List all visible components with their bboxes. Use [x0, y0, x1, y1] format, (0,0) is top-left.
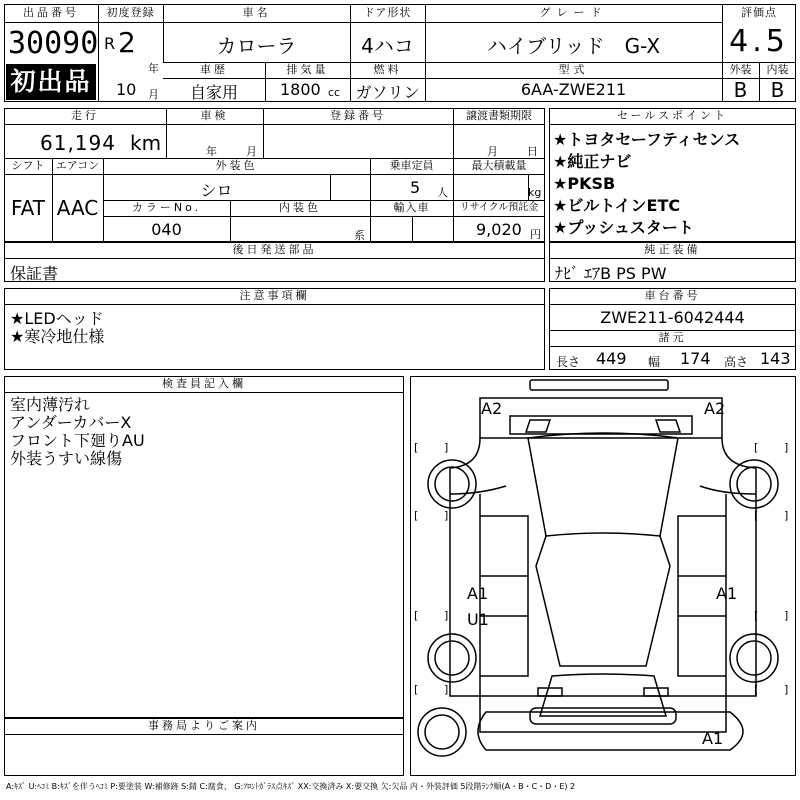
note-item: ★寒冷地仕様	[10, 327, 105, 346]
bracket-close: ]	[444, 609, 449, 622]
history: 自家用	[189, 83, 238, 102]
dims-label: 諸元	[658, 331, 687, 344]
door-label: ドア形状	[363, 6, 412, 19]
sales-point-item: ★ビルトインETC	[553, 196, 681, 215]
inspection-month-unit: 月	[246, 145, 257, 158]
reg-year-unit: 年	[148, 62, 159, 75]
capacity: 5	[410, 178, 421, 197]
bracket-open: [	[414, 509, 419, 522]
reg-year: 2	[118, 26, 136, 59]
capacity-label: 乗車定員	[389, 159, 434, 172]
sales-point-item: ★プッシュスタート	[553, 218, 694, 237]
shift-label: シフト	[11, 159, 45, 172]
interior-grade: B	[770, 78, 785, 102]
damage-mark: A1	[467, 584, 489, 603]
mileage: 61,194	[40, 131, 116, 155]
color: シロ	[200, 181, 233, 200]
length: 449	[596, 349, 627, 368]
first-listing-badge: 初出品	[6, 64, 96, 100]
exterior-grade: B	[733, 78, 748, 102]
interior-color-label: 内装色	[279, 201, 321, 214]
details-block	[4, 108, 545, 242]
reg-label: 初度登録	[106, 6, 155, 19]
load-label: 最大積載量	[471, 159, 527, 172]
car-name-label: 車名	[242, 6, 271, 19]
score-label: 評価点	[741, 6, 777, 19]
displacement: 1800	[280, 80, 321, 99]
recycle-label: リサイクル預託金	[459, 202, 539, 213]
import-label: 輸入車	[393, 201, 430, 214]
length-label: 長さ	[556, 355, 581, 369]
exterior-label: 外装	[729, 63, 752, 76]
office-label: 事務局よりご案内	[148, 719, 260, 732]
bracket-open: [	[754, 441, 759, 454]
car-name: カローラ	[216, 34, 297, 58]
legend: A:ｷｽﾞ U:ﾍｺﾐ B:ｷｽﾞを伴うﾍｺﾐ P:要塗装 W:補修跡 S:錆 C:腐食、 G:ﾌﾛﾝﾄｶﾞﾗｽ点ｷｽﾞ XX:交換済み X:要交換 欠:欠品 内・外装評価 5段階ﾗﾝｸ順(A・B・C・D・E) 2	[6, 782, 576, 791]
notes-label: 注意事項欄	[239, 289, 310, 302]
sales-points-label: セールスポイント	[616, 109, 728, 122]
model-label: 型式	[558, 63, 589, 76]
damage-mark: U1	[467, 610, 489, 629]
recycle-unit: 円	[530, 228, 541, 241]
sales-points-list	[553, 129, 740, 239]
door-type: 4ハコ	[361, 34, 414, 58]
transfer-label: 譲渡書類期限	[466, 109, 532, 122]
load-unit: kg	[528, 186, 542, 199]
interior-label: 内装	[766, 63, 789, 76]
damage-mark: A1	[702, 729, 724, 748]
bracket-open: [	[754, 509, 759, 522]
plate-label: 登録番号	[330, 109, 386, 122]
shift: FAT	[10, 196, 45, 220]
recycle: 9,020	[476, 220, 522, 239]
grade: ハイブリッド G-X	[486, 34, 661, 58]
bracket-close: ]	[784, 683, 789, 696]
bracket-open: [	[414, 683, 419, 696]
genuine-value: ﾅﾋﾞ ｴｱB PS PW	[555, 264, 667, 283]
chassis-label: 車台番号	[644, 289, 701, 302]
grade-label: グレード	[539, 6, 608, 19]
reg-era: R	[104, 34, 116, 53]
damage-mark: A1	[716, 584, 738, 603]
reg-month: 10	[116, 80, 137, 99]
bracket-open: [	[414, 441, 419, 454]
sales-point-item: ★PKSB	[553, 174, 616, 193]
height: 143	[760, 349, 791, 368]
later-parts-value: 保証書	[10, 264, 59, 283]
transfer-month-unit: 月	[487, 145, 498, 158]
color-no-label: カラーNo.	[131, 201, 202, 214]
aircon: AAC	[56, 196, 99, 220]
notes-list	[10, 310, 104, 346]
bracket-close: ]	[444, 683, 449, 696]
width: 174	[680, 349, 711, 368]
later-parts-label: 後日発送部品	[232, 243, 317, 256]
bracket-close: ]	[784, 441, 789, 454]
color-label: 外装色	[215, 159, 258, 172]
lot-number: 30090	[8, 26, 99, 61]
inspector-item: フロント下廻りAU	[10, 431, 145, 450]
fuel: ガソリン	[355, 83, 420, 102]
bracket-close: ]	[444, 441, 449, 454]
inspection-label: 車検	[200, 109, 229, 122]
fuel-label: 燃料	[373, 63, 402, 76]
model: 6AA-ZWE211	[520, 80, 627, 99]
inspector-item: 外装うすい線傷	[10, 449, 123, 468]
capacity-unit: 人	[437, 186, 448, 199]
mileage-unit: km	[130, 131, 162, 155]
width-label: 幅	[648, 355, 661, 369]
sales-point-item: ★トヨタセーフティセンス	[553, 130, 741, 149]
mileage-label: 走行	[71, 109, 99, 122]
bracket-close: ]	[784, 609, 789, 622]
reg-month-unit: 月	[148, 88, 159, 101]
history-label: 車歴	[200, 63, 228, 76]
bracket-open: [	[754, 609, 759, 622]
sales-point-item: ★純正ナビ	[553, 152, 632, 171]
aircon-label: エアコン	[55, 159, 100, 172]
inspector-item: アンダーカバーX	[10, 413, 132, 432]
bracket-close: ]	[784, 509, 789, 522]
displacement-unit: cc	[328, 86, 341, 99]
inspector-list	[10, 396, 145, 468]
genuine-label: 純正装備	[644, 243, 701, 256]
bracket-close: ]	[444, 509, 449, 522]
car-diagram	[410, 376, 796, 776]
chassis-number: ZWE211-6042444	[600, 308, 745, 327]
displacement-label: 排気量	[286, 63, 329, 76]
bracket-open: [	[414, 609, 419, 622]
inspection-year-unit: 年	[206, 145, 217, 158]
interior-color-unit: 系	[354, 229, 365, 242]
transfer-day-unit: 日	[527, 145, 538, 158]
score: 4.5	[729, 24, 789, 59]
lot-label: 出品番号	[23, 6, 79, 19]
note-item: ★LEDヘッド	[10, 309, 104, 328]
height-label: 高さ	[724, 355, 749, 369]
inspector-label: 検査員記入欄	[162, 377, 246, 390]
damage-mark: A2	[481, 399, 503, 418]
color-no: 040	[151, 220, 182, 239]
inspector-item: 室内薄汚れ	[10, 395, 91, 414]
damage-mark: A2	[704, 399, 726, 418]
bracket-open: [	[754, 683, 759, 696]
